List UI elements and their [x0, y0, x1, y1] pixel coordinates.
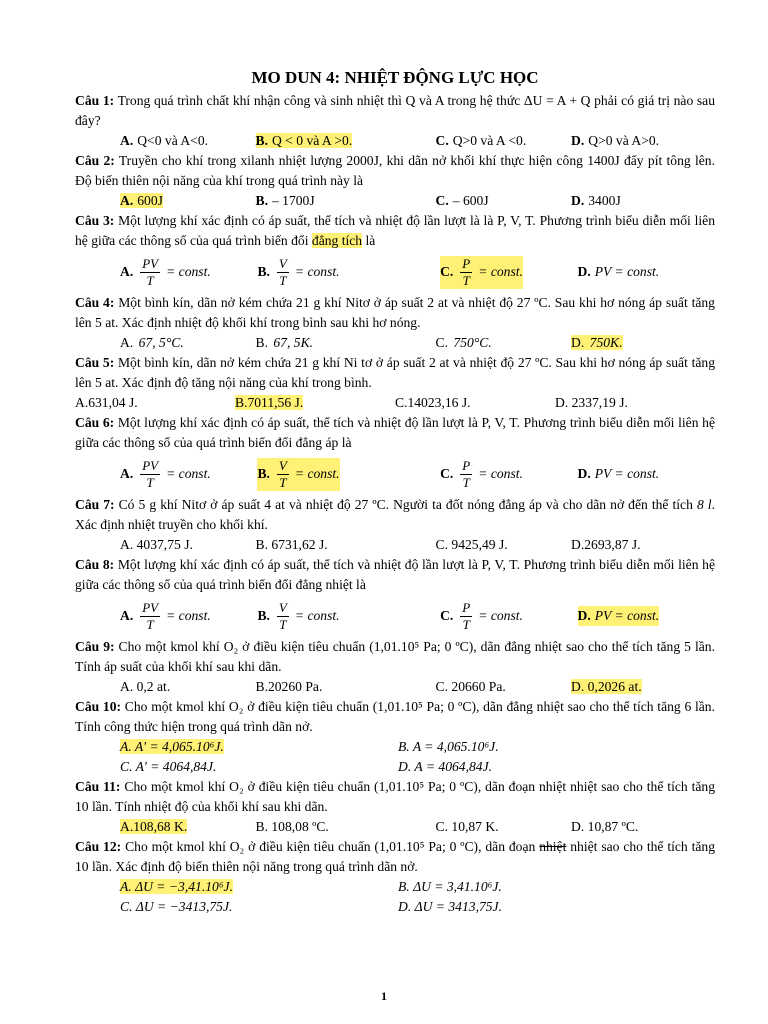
q3-option-c[interactable]: C. $\frac{P}{T}$ = const. — [440, 255, 523, 288]
q8-option-c[interactable]: C. $\frac{P}{T}$ = const. — [440, 599, 523, 632]
q7-option-d[interactable]: D.2693,87 J. — [571, 537, 641, 552]
q11-option-a[interactable]: A.108,68 K. — [120, 819, 188, 834]
q9-option-a[interactable]: A. 0,2 at. — [120, 679, 171, 694]
q3-option-d[interactable]: D. PV = const. — [577, 264, 660, 279]
q1-option-b[interactable]: B. Q < 0 và A >0. — [255, 133, 353, 148]
q11-options — [75, 817, 715, 837]
q6-option-a[interactable]: A. $\frac{PV}{T}$ = const. — [120, 457, 211, 490]
q12-option-b[interactable]: B. ΔU = 3,41.10⁶J. — [398, 879, 502, 894]
q9-option-b[interactable]: B.20260 Pa. — [255, 679, 323, 694]
q9-option-c[interactable]: C. 20660 Pa. — [435, 679, 506, 694]
q10-option-d[interactable]: D. A = 4064,84J. — [398, 759, 493, 774]
q5-option-b[interactable]: B.7011,56 J. — [235, 395, 304, 410]
q2-option-b[interactable]: B. – 1700J — [255, 193, 315, 208]
question-1 — [75, 91, 715, 131]
q2-option-d[interactable]: D. 3400J — [571, 193, 621, 208]
q9-options — [75, 677, 715, 697]
q8-option-a[interactable]: A. $\frac{PV}{T}$ = const. — [120, 599, 211, 632]
q1-options — [75, 131, 715, 151]
question-9: Câu 9: Cho một kmol khí O₂ ở điều kiện tiêu chuẩn (1,01.10⁵ Pa; 0 ºC), dãn đẳng nhiệt sao cho thể tích tăng 5 lần. Tính áp suất của khối khí sau khi dãn. — [75, 639, 715, 674]
q4-options — [75, 333, 715, 353]
question-10: Câu 10: Cho một kmol khí O₂ ở điều kiện tiêu chuẩn (1,01.10⁵ Pa; 0 ºC), dãn đẳng nhiệt sao cho thể tích tăng 6 lần. Tính công thức hiện trong quá trình dãn nở. — [75, 699, 715, 734]
q5-option-d[interactable]: D. 2337,19 J. — [555, 395, 628, 410]
q11-option-b[interactable]: B. 108,08 ºC. — [255, 819, 329, 834]
question-11: Câu 11: Cho một kmol khí O₂ ở điều kiện tiêu chuẩn (1,01.10⁵ Pa; 0 ºC), dãn đoạn nhiệt nhiệt sao cho thể tích tăng 10 lần. Tính nhiệt độ của khối khí sau khi dãn. — [75, 779, 715, 814]
q1-option-c[interactable]: C. Q>0 và A <0. — [435, 133, 527, 148]
q1-option-a[interactable]: A. Q<0 và A<0. — [120, 133, 209, 148]
q12-option-c[interactable]: C. ΔU = −3413,75J. — [120, 899, 233, 914]
q6-option-d[interactable]: D. PV = const. — [577, 466, 660, 481]
q6-options — [75, 453, 715, 495]
q11-option-d[interactable]: D. 10,87 ºC. — [571, 819, 639, 834]
q10-option-a[interactable]: A. A' = 4,065.10⁶J. — [120, 739, 224, 754]
document-content — [75, 67, 715, 917]
question-text: Trong quá trình chất khí nhận công và sinh nhiệt thì Q và A trong hệ thức ΔU = A + Q phải có giá trị nào sau đây? — [75, 93, 716, 128]
q4-option-c[interactable]: C. 750°C. — [435, 335, 492, 350]
q10-options — [75, 737, 715, 777]
q7-options — [75, 535, 715, 555]
q10-option-b[interactable]: B. A = 4,065.10⁶J. — [398, 739, 499, 754]
q2-option-c[interactable]: C. – 600J — [435, 193, 489, 208]
question-7: Câu 7: Có 5 g khí Nitơ ở áp suất 4 at và nhiệt độ 27 ºC. Người ta đốt nóng đẳng áp và cho dãn nở đến thể tích 8 l. Xác định nhiệt truyền cho khối khí. — [75, 497, 715, 532]
q5-option-a[interactable]: A.631,04 J. — [75, 395, 138, 410]
question-2: Câu 2: Truyền cho khí trong xilanh nhiệt lượng 2000J, khi dãn nở khối khí thực hiện công 1400J đẩy pít tông lên. Độ biến thiên nội năng của khí trong quá trình này là — [75, 153, 715, 188]
question-3: Câu 3: Một lượng khí xác định có áp suất, thể tích và nhiệt độ lần lượt là là P, V, T. Phương trình biểu diễn mối liên hệ giữa các thông số của quá trình biến đổi đẳng tích là — [75, 213, 715, 248]
question-4: Câu 4: Một bình kín, dãn nở kém chứa 21 g khí Nitơ ở áp suất 2 at và nhiệt độ 27 ºC. Sau khi hơ nóng áp suất tăng lên 5 at. Xác định nhiệt độ khối khí trong bình sau khi hơ nóng. — [75, 295, 715, 330]
q9-option-d[interactable]: D. 0,2026 at. — [571, 679, 642, 694]
question-12: Câu 12: Cho một kmol khí O₂ ở điều kiện tiêu chuẩn (1,01.10⁵ Pa; 0 ºC), dãn đoạn nhiệt nhiệt sao cho thể tích tăng 10 lần. Xác định độ biến thiên nội năng trong quá trình dãn nở. — [75, 839, 715, 874]
q7-option-b[interactable]: B. 6731,62 J. — [255, 537, 328, 552]
q12-option-d[interactable]: D. ΔU = 3413,75J. — [398, 899, 502, 914]
q2-options — [75, 191, 715, 211]
q6-option-c[interactable]: C. $\frac{P}{T}$ = const. — [440, 457, 523, 490]
page-title: MO DUN 4: NHIỆT ĐỘNG LỰC HỌC — [251, 68, 539, 87]
q4-option-a[interactable]: A. 67, 5°C. — [120, 335, 184, 350]
q12-option-a[interactable]: A. ΔU = −3,41.10⁶J. — [120, 879, 233, 894]
q4-option-d[interactable]: D. 750K. — [571, 335, 623, 350]
question-6: Câu 6: Một lượng khí xác định có áp suất, thể tích và nhiệt độ lần lượt là P, V, T. Phương trình biểu diễn mối liên hệ giữa các thông số của quá trình biến đổi đẳng áp là — [75, 415, 715, 450]
q5-options — [75, 393, 715, 413]
page-number: 1 — [381, 989, 387, 1003]
q8-option-b[interactable]: B. $\frac{V}{T}$ = const. — [257, 599, 340, 632]
q7-option-c[interactable]: C. 9425,49 J. — [435, 537, 508, 552]
q1-option-d[interactable]: D. Q>0 và A>0. — [571, 133, 660, 148]
question-5: Câu 5: Một bình kín, dãn nở kém chứa 21 g khí Ni tơ ở áp suất 2 at và nhiệt độ 27 ºC. Sau khi hơ nóng áp suất tăng lên 5 at. Xác định độ tăng nội năng của khí trong bình. — [75, 355, 715, 390]
q6-option-b[interactable]: B. $\frac{V}{T}$ = const. — [257, 457, 340, 490]
q12-options — [75, 877, 715, 917]
q7-option-a[interactable]: A. 4037,75 J. — [120, 537, 193, 552]
q3-option-a[interactable]: A. $\frac{PV}{T}$ = const. — [120, 255, 211, 288]
question-8: Câu 8: Một lượng khí xác định có áp suất, thể tích và nhiệt độ lần lượt là P, V, T. Phương trình biểu diễn mối liên hệ giữa các thông số của quá trình biến đổi đẳng nhiệt là — [75, 557, 715, 592]
q5-option-c[interactable]: C.14023,16 J. — [395, 395, 471, 410]
q3-option-b[interactable]: B. $\frac{V}{T}$ = const. — [257, 255, 340, 288]
question-label: Câu 1: — [75, 93, 115, 108]
q2-option-a[interactable]: A. 600J — [120, 193, 163, 208]
q8-option-d[interactable]: D. PV = const. — [578, 606, 715, 626]
q3-options — [75, 251, 715, 293]
q10-option-c[interactable]: C. A' = 4064,84J. — [120, 759, 217, 774]
q4-option-b[interactable]: B. 67, 5K. — [255, 335, 314, 350]
q11-option-c[interactable]: C. 10,87 K. — [435, 819, 499, 834]
q8-options — [75, 595, 715, 637]
